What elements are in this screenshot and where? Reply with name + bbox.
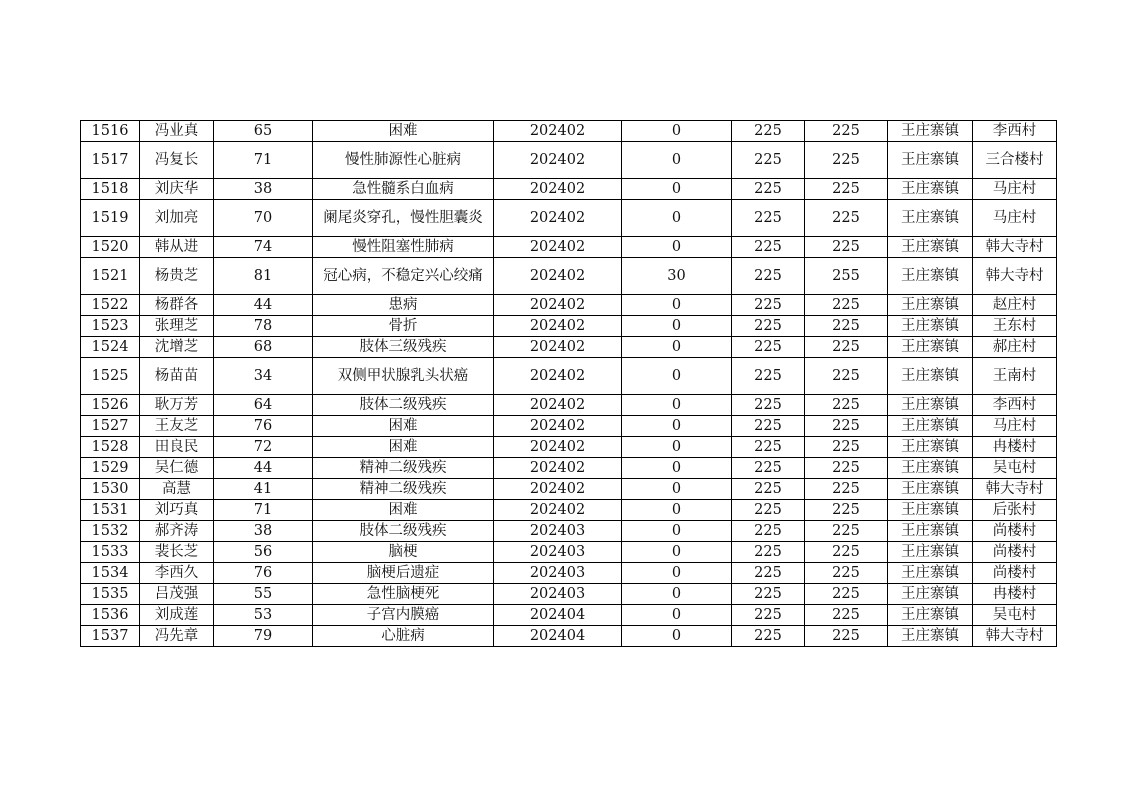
record-id-cell: 1522 bbox=[81, 295, 140, 316]
total-amount-cell: 225 bbox=[805, 542, 888, 563]
record-id-cell: 1517 bbox=[81, 142, 140, 179]
extra-amount-cell: 0 bbox=[622, 237, 732, 258]
age-cell: 79 bbox=[214, 626, 313, 647]
extra-amount-cell: 0 bbox=[622, 337, 732, 358]
village-cell: 马庄村 bbox=[973, 200, 1057, 237]
name-cell: 刘成莲 bbox=[140, 605, 214, 626]
base-amount-cell: 225 bbox=[732, 358, 805, 395]
extra-amount-cell: 0 bbox=[622, 521, 732, 542]
age-cell: 55 bbox=[214, 584, 313, 605]
extra-amount-cell: 0 bbox=[622, 358, 732, 395]
village-cell: 吴屯村 bbox=[973, 605, 1057, 626]
record-id-cell: 1526 bbox=[81, 395, 140, 416]
name-cell: 田良民 bbox=[140, 437, 214, 458]
name-cell: 杨苗苗 bbox=[140, 358, 214, 395]
total-amount-cell: 225 bbox=[805, 337, 888, 358]
base-amount-cell: 225 bbox=[732, 258, 805, 295]
condition-cell: 困难 bbox=[313, 416, 494, 437]
record-id-cell: 1537 bbox=[81, 626, 140, 647]
condition-cell: 脑梗后遗症 bbox=[313, 563, 494, 584]
condition-cell: 双侧甲状腺乳头状癌 bbox=[313, 358, 494, 395]
period-cell: 202402 bbox=[494, 237, 622, 258]
table-row bbox=[81, 200, 1057, 237]
age-cell: 44 bbox=[214, 458, 313, 479]
base-amount-cell: 225 bbox=[732, 479, 805, 500]
base-amount-cell: 225 bbox=[732, 563, 805, 584]
period-cell: 202403 bbox=[494, 584, 622, 605]
period-cell: 202403 bbox=[494, 542, 622, 563]
condition-cell: 精神二级残疾 bbox=[313, 458, 494, 479]
period-cell: 202402 bbox=[494, 316, 622, 337]
town-cell: 王庄寨镇 bbox=[888, 395, 973, 416]
condition-cell: 骨折 bbox=[313, 316, 494, 337]
record-id-cell: 1530 bbox=[81, 479, 140, 500]
base-amount-cell: 225 bbox=[732, 395, 805, 416]
village-cell: 韩大寺村 bbox=[973, 258, 1057, 295]
base-amount-cell: 225 bbox=[732, 295, 805, 316]
age-cell: 74 bbox=[214, 237, 313, 258]
condition-cell: 肢体三级残疾 bbox=[313, 337, 494, 358]
age-cell: 38 bbox=[214, 521, 313, 542]
total-amount-cell: 225 bbox=[805, 237, 888, 258]
extra-amount-cell: 0 bbox=[622, 437, 732, 458]
period-cell: 202402 bbox=[494, 479, 622, 500]
total-amount-cell: 225 bbox=[805, 500, 888, 521]
record-id-cell: 1533 bbox=[81, 542, 140, 563]
extra-amount-cell: 30 bbox=[622, 258, 732, 295]
base-amount-cell: 225 bbox=[732, 584, 805, 605]
total-amount-cell: 225 bbox=[805, 437, 888, 458]
total-amount-cell: 225 bbox=[805, 179, 888, 200]
name-cell: 裴长芝 bbox=[140, 542, 214, 563]
base-amount-cell: 225 bbox=[732, 542, 805, 563]
record-id-cell: 1536 bbox=[81, 605, 140, 626]
name-cell: 高慧 bbox=[140, 479, 214, 500]
age-cell: 72 bbox=[214, 437, 313, 458]
name-cell: 沈增芝 bbox=[140, 337, 214, 358]
total-amount-cell: 225 bbox=[805, 458, 888, 479]
town-cell: 王庄寨镇 bbox=[888, 416, 973, 437]
base-amount-cell: 225 bbox=[732, 337, 805, 358]
table-row bbox=[81, 121, 1057, 142]
table-row bbox=[81, 563, 1057, 584]
base-amount-cell: 225 bbox=[732, 458, 805, 479]
name-cell: 吴仁德 bbox=[140, 458, 214, 479]
age-cell: 38 bbox=[214, 179, 313, 200]
condition-cell: 急性脑梗死 bbox=[313, 584, 494, 605]
town-cell: 王庄寨镇 bbox=[888, 479, 973, 500]
record-id-cell: 1520 bbox=[81, 237, 140, 258]
table-row bbox=[81, 458, 1057, 479]
base-amount-cell: 225 bbox=[732, 626, 805, 647]
village-cell: 郝庄村 bbox=[973, 337, 1057, 358]
village-cell: 三合楼村 bbox=[973, 142, 1057, 179]
town-cell: 王庄寨镇 bbox=[888, 316, 973, 337]
town-cell: 王庄寨镇 bbox=[888, 542, 973, 563]
base-amount-cell: 225 bbox=[732, 316, 805, 337]
name-cell: 张理芝 bbox=[140, 316, 214, 337]
town-cell: 王庄寨镇 bbox=[888, 521, 973, 542]
period-cell: 202402 bbox=[494, 416, 622, 437]
table-row bbox=[81, 521, 1057, 542]
town-cell: 王庄寨镇 bbox=[888, 358, 973, 395]
extra-amount-cell: 0 bbox=[622, 458, 732, 479]
village-cell: 后张村 bbox=[973, 500, 1057, 521]
total-amount-cell: 225 bbox=[805, 316, 888, 337]
name-cell: 刘庆华 bbox=[140, 179, 214, 200]
period-cell: 202404 bbox=[494, 605, 622, 626]
town-cell: 王庄寨镇 bbox=[888, 142, 973, 179]
name-cell: 刘巧真 bbox=[140, 500, 214, 521]
base-amount-cell: 225 bbox=[732, 500, 805, 521]
record-id-cell: 1529 bbox=[81, 458, 140, 479]
extra-amount-cell: 0 bbox=[622, 316, 732, 337]
age-cell: 44 bbox=[214, 295, 313, 316]
table-row bbox=[81, 437, 1057, 458]
age-cell: 71 bbox=[214, 142, 313, 179]
town-cell: 王庄寨镇 bbox=[888, 295, 973, 316]
table-row bbox=[81, 416, 1057, 437]
total-amount-cell: 225 bbox=[805, 563, 888, 584]
extra-amount-cell: 0 bbox=[622, 542, 732, 563]
record-id-cell: 1531 bbox=[81, 500, 140, 521]
age-cell: 56 bbox=[214, 542, 313, 563]
total-amount-cell: 255 bbox=[805, 258, 888, 295]
table-row bbox=[81, 295, 1057, 316]
extra-amount-cell: 0 bbox=[622, 563, 732, 584]
record-id-cell: 1527 bbox=[81, 416, 140, 437]
base-amount-cell: 225 bbox=[732, 521, 805, 542]
period-cell: 202403 bbox=[494, 563, 622, 584]
record-id-cell: 1525 bbox=[81, 358, 140, 395]
condition-cell: 困难 bbox=[313, 121, 494, 142]
extra-amount-cell: 0 bbox=[622, 416, 732, 437]
table-row bbox=[81, 500, 1057, 521]
total-amount-cell: 225 bbox=[805, 521, 888, 542]
village-cell: 王东村 bbox=[973, 316, 1057, 337]
total-amount-cell: 225 bbox=[805, 395, 888, 416]
period-cell: 202402 bbox=[494, 121, 622, 142]
village-cell: 尚楼村 bbox=[973, 521, 1057, 542]
age-cell: 53 bbox=[214, 605, 313, 626]
town-cell: 王庄寨镇 bbox=[888, 179, 973, 200]
total-amount-cell: 225 bbox=[805, 416, 888, 437]
town-cell: 王庄寨镇 bbox=[888, 458, 973, 479]
period-cell: 202404 bbox=[494, 626, 622, 647]
period-cell: 202402 bbox=[494, 358, 622, 395]
record-id-cell: 1524 bbox=[81, 337, 140, 358]
extra-amount-cell: 0 bbox=[622, 605, 732, 626]
name-cell: 冯业真 bbox=[140, 121, 214, 142]
period-cell: 202402 bbox=[494, 500, 622, 521]
table-row bbox=[81, 179, 1057, 200]
extra-amount-cell: 0 bbox=[622, 121, 732, 142]
condition-cell: 脑梗 bbox=[313, 542, 494, 563]
age-cell: 68 bbox=[214, 337, 313, 358]
period-cell: 202403 bbox=[494, 521, 622, 542]
record-id-cell: 1534 bbox=[81, 563, 140, 584]
record-id-cell: 1532 bbox=[81, 521, 140, 542]
record-id-cell: 1528 bbox=[81, 437, 140, 458]
table-row bbox=[81, 142, 1057, 179]
age-cell: 78 bbox=[214, 316, 313, 337]
table-row bbox=[81, 258, 1057, 295]
age-cell: 81 bbox=[214, 258, 313, 295]
town-cell: 王庄寨镇 bbox=[888, 500, 973, 521]
record-id-cell: 1519 bbox=[81, 200, 140, 237]
extra-amount-cell: 0 bbox=[622, 142, 732, 179]
base-amount-cell: 225 bbox=[732, 179, 805, 200]
table-body bbox=[81, 121, 1057, 647]
name-cell: 耿万芳 bbox=[140, 395, 214, 416]
condition-cell: 困难 bbox=[313, 500, 494, 521]
village-cell: 马庄村 bbox=[973, 179, 1057, 200]
age-cell: 64 bbox=[214, 395, 313, 416]
town-cell: 王庄寨镇 bbox=[888, 200, 973, 237]
extra-amount-cell: 0 bbox=[622, 295, 732, 316]
town-cell: 王庄寨镇 bbox=[888, 258, 973, 295]
age-cell: 76 bbox=[214, 563, 313, 584]
record-id-cell: 1535 bbox=[81, 584, 140, 605]
town-cell: 王庄寨镇 bbox=[888, 626, 973, 647]
extra-amount-cell: 0 bbox=[622, 584, 732, 605]
base-amount-cell: 225 bbox=[732, 605, 805, 626]
name-cell: 冯先章 bbox=[140, 626, 214, 647]
name-cell: 郝齐涛 bbox=[140, 521, 214, 542]
period-cell: 202402 bbox=[494, 458, 622, 479]
condition-cell: 子宫内膜癌 bbox=[313, 605, 494, 626]
base-amount-cell: 225 bbox=[732, 142, 805, 179]
extra-amount-cell: 0 bbox=[622, 626, 732, 647]
base-amount-cell: 225 bbox=[732, 437, 805, 458]
total-amount-cell: 225 bbox=[805, 605, 888, 626]
village-cell: 尚楼村 bbox=[973, 563, 1057, 584]
name-cell: 刘加亮 bbox=[140, 200, 214, 237]
village-cell: 韩大寺村 bbox=[973, 237, 1057, 258]
total-amount-cell: 225 bbox=[805, 479, 888, 500]
table-row bbox=[81, 626, 1057, 647]
town-cell: 王庄寨镇 bbox=[888, 437, 973, 458]
table-row bbox=[81, 237, 1057, 258]
record-id-cell: 1516 bbox=[81, 121, 140, 142]
table-row bbox=[81, 542, 1057, 563]
town-cell: 王庄寨镇 bbox=[888, 584, 973, 605]
town-cell: 王庄寨镇 bbox=[888, 337, 973, 358]
village-cell: 王南村 bbox=[973, 358, 1057, 395]
period-cell: 202402 bbox=[494, 337, 622, 358]
base-amount-cell: 225 bbox=[732, 237, 805, 258]
total-amount-cell: 225 bbox=[805, 121, 888, 142]
period-cell: 202402 bbox=[494, 395, 622, 416]
condition-cell: 肢体二级残疾 bbox=[313, 521, 494, 542]
record-id-cell: 1518 bbox=[81, 179, 140, 200]
records-table bbox=[80, 120, 1057, 647]
age-cell: 70 bbox=[214, 200, 313, 237]
total-amount-cell: 225 bbox=[805, 584, 888, 605]
name-cell: 韩从进 bbox=[140, 237, 214, 258]
base-amount-cell: 225 bbox=[732, 121, 805, 142]
extra-amount-cell: 0 bbox=[622, 200, 732, 237]
village-cell: 韩大寺村 bbox=[973, 626, 1057, 647]
village-cell: 李西村 bbox=[973, 395, 1057, 416]
name-cell: 李西久 bbox=[140, 563, 214, 584]
village-cell: 冉楼村 bbox=[973, 437, 1057, 458]
condition-cell: 肢体二级残疾 bbox=[313, 395, 494, 416]
name-cell: 王友芝 bbox=[140, 416, 214, 437]
total-amount-cell: 225 bbox=[805, 200, 888, 237]
extra-amount-cell: 0 bbox=[622, 395, 732, 416]
condition-cell: 心脏病 bbox=[313, 626, 494, 647]
age-cell: 34 bbox=[214, 358, 313, 395]
condition-cell: 急性髓系白血病 bbox=[313, 179, 494, 200]
age-cell: 41 bbox=[214, 479, 313, 500]
period-cell: 202402 bbox=[494, 200, 622, 237]
base-amount-cell: 225 bbox=[732, 200, 805, 237]
village-cell: 马庄村 bbox=[973, 416, 1057, 437]
age-cell: 65 bbox=[214, 121, 313, 142]
table-row bbox=[81, 605, 1057, 626]
town-cell: 王庄寨镇 bbox=[888, 121, 973, 142]
period-cell: 202402 bbox=[494, 142, 622, 179]
name-cell: 杨贵芝 bbox=[140, 258, 214, 295]
period-cell: 202402 bbox=[494, 258, 622, 295]
town-cell: 王庄寨镇 bbox=[888, 563, 973, 584]
table-row bbox=[81, 479, 1057, 500]
table-row bbox=[81, 337, 1057, 358]
village-cell: 李西村 bbox=[973, 121, 1057, 142]
village-cell: 尚楼村 bbox=[973, 542, 1057, 563]
record-id-cell: 1523 bbox=[81, 316, 140, 337]
town-cell: 王庄寨镇 bbox=[888, 237, 973, 258]
total-amount-cell: 225 bbox=[805, 295, 888, 316]
period-cell: 202402 bbox=[494, 179, 622, 200]
age-cell: 76 bbox=[214, 416, 313, 437]
village-cell: 吴屯村 bbox=[973, 458, 1057, 479]
record-id-cell: 1521 bbox=[81, 258, 140, 295]
name-cell: 吕茂强 bbox=[140, 584, 214, 605]
village-cell: 冉楼村 bbox=[973, 584, 1057, 605]
table-row bbox=[81, 358, 1057, 395]
condition-cell: 冠心病，不稳定兴心绞痛 bbox=[313, 258, 494, 295]
condition-cell: 阑尾炎穿孔，慢性胆囊炎 bbox=[313, 200, 494, 237]
village-cell: 韩大寺村 bbox=[973, 479, 1057, 500]
extra-amount-cell: 0 bbox=[622, 479, 732, 500]
condition-cell: 困难 bbox=[313, 437, 494, 458]
total-amount-cell: 225 bbox=[805, 626, 888, 647]
extra-amount-cell: 0 bbox=[622, 500, 732, 521]
town-cell: 王庄寨镇 bbox=[888, 605, 973, 626]
village-cell: 赵庄村 bbox=[973, 295, 1057, 316]
table-row bbox=[81, 584, 1057, 605]
table-row bbox=[81, 395, 1057, 416]
condition-cell: 精神二级残疾 bbox=[313, 479, 494, 500]
name-cell: 冯复长 bbox=[140, 142, 214, 179]
period-cell: 202402 bbox=[494, 295, 622, 316]
name-cell: 杨群各 bbox=[140, 295, 214, 316]
base-amount-cell: 225 bbox=[732, 416, 805, 437]
extra-amount-cell: 0 bbox=[622, 179, 732, 200]
total-amount-cell: 225 bbox=[805, 142, 888, 179]
condition-cell: 患病 bbox=[313, 295, 494, 316]
period-cell: 202402 bbox=[494, 437, 622, 458]
condition-cell: 慢性肺源性心脏病 bbox=[313, 142, 494, 179]
condition-cell: 慢性阻塞性肺病 bbox=[313, 237, 494, 258]
age-cell: 71 bbox=[214, 500, 313, 521]
total-amount-cell: 225 bbox=[805, 358, 888, 395]
table-row bbox=[81, 316, 1057, 337]
